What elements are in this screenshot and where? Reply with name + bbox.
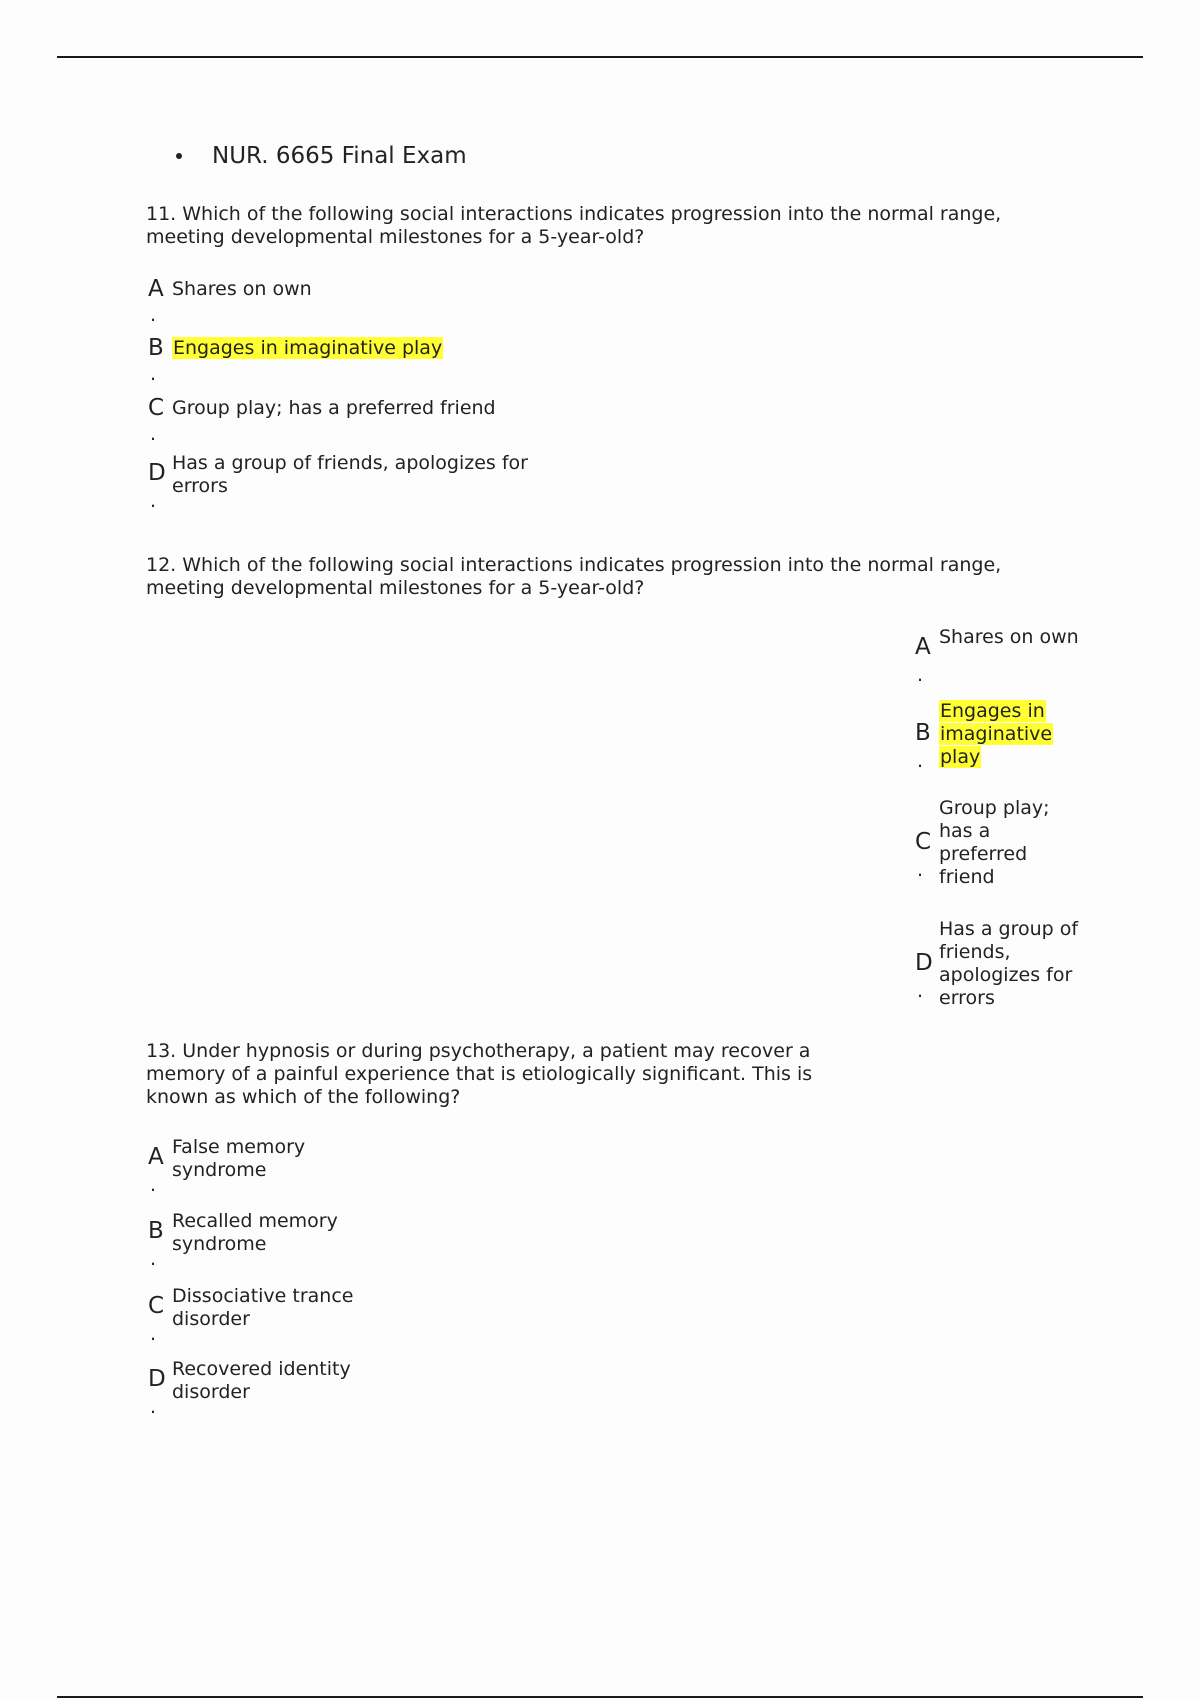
option-letter: D xyxy=(148,1366,166,1392)
q13-option-c-text: Dissociative trance disorder xyxy=(172,1285,354,1330)
option-period: . xyxy=(917,664,924,686)
q13-option-a-text: False memory syndrome xyxy=(172,1136,306,1181)
question-12 xyxy=(146,554,1076,600)
q12-option-a xyxy=(915,626,1089,686)
q12-option-b xyxy=(915,700,1079,776)
option-period: . xyxy=(917,980,924,1002)
q11-option-d xyxy=(148,452,532,512)
option-letter: C xyxy=(915,829,932,855)
option-period: . xyxy=(917,750,924,772)
q13-option-a xyxy=(148,1136,332,1196)
q13-option-c xyxy=(148,1285,382,1345)
q11-option-d-text: Has a group of friends, apologizes for errors xyxy=(172,452,528,497)
option-period: . xyxy=(150,304,157,326)
option-letter: A xyxy=(148,276,164,302)
option-letter: B xyxy=(915,720,931,746)
q13-option-d-text: Recovered identity disorder xyxy=(172,1358,351,1403)
option-period: . xyxy=(150,423,157,445)
q11-option-c xyxy=(148,397,532,443)
option-period: . xyxy=(150,1174,157,1196)
q11-option-a-text: Shares on own xyxy=(172,278,312,300)
option-letter: A xyxy=(915,634,931,660)
option-period: . xyxy=(150,1396,157,1418)
option-letter: D xyxy=(148,460,166,486)
q13-option-b xyxy=(148,1210,362,1270)
option-period: . xyxy=(150,490,157,512)
q12-option-c-text: Group play; has a preferred friend xyxy=(939,797,1050,888)
option-period: . xyxy=(917,859,924,881)
option-letter: C xyxy=(148,1293,165,1319)
q11-option-c-text: Group play; has a preferred friend xyxy=(172,397,496,419)
option-period: . xyxy=(150,1248,157,1270)
q12-option-d xyxy=(915,918,1089,1014)
q13-option-d xyxy=(148,1358,372,1418)
question-13 xyxy=(146,1040,876,1109)
option-letter: D xyxy=(915,950,933,976)
q11-option-b-text-highlighted: Engages in imaginative play xyxy=(173,337,443,359)
q13-option-b-text: Recalled memory syndrome xyxy=(172,1210,338,1255)
question-11-text: 11. Which of the following social interactions indicates progression into the normal range, meeting developmental milestones for a 5-year-old? xyxy=(146,203,1002,248)
option-letter: C xyxy=(148,395,165,421)
question-12-text: 12. Which of the following social interactions indicates progression into the normal range, meeting developmental milestones for a 5-year-old? xyxy=(146,554,1002,599)
question-11 xyxy=(146,203,1076,249)
q12-option-a-text: Shares on own xyxy=(939,626,1079,648)
option-letter: B xyxy=(148,1218,164,1244)
top-rule xyxy=(57,56,1143,58)
q11-option-b xyxy=(148,337,532,383)
q11-option-a xyxy=(148,278,532,324)
option-letter: B xyxy=(148,335,164,361)
option-period: . xyxy=(150,1323,157,1345)
exam-title xyxy=(176,143,467,169)
bottom-rule xyxy=(57,1696,1143,1698)
q12-option-c xyxy=(915,797,1057,893)
exam-title-text: NUR. 6665 Final Exam xyxy=(212,143,467,169)
question-13-text: 13. Under hypnosis or during psychotherapy, a patient may recover a memory of a painful experience that is etiologically significant. This is known as which of the following? xyxy=(146,1040,813,1108)
q12-option-d-text: Has a group of friends, apologizes for errors xyxy=(939,918,1079,1009)
q12-option-b-text-highlighted: Engages in imaginative play xyxy=(940,700,1053,768)
option-period: . xyxy=(150,363,157,385)
option-letter: A xyxy=(148,1144,164,1170)
bullet-icon xyxy=(176,153,182,159)
